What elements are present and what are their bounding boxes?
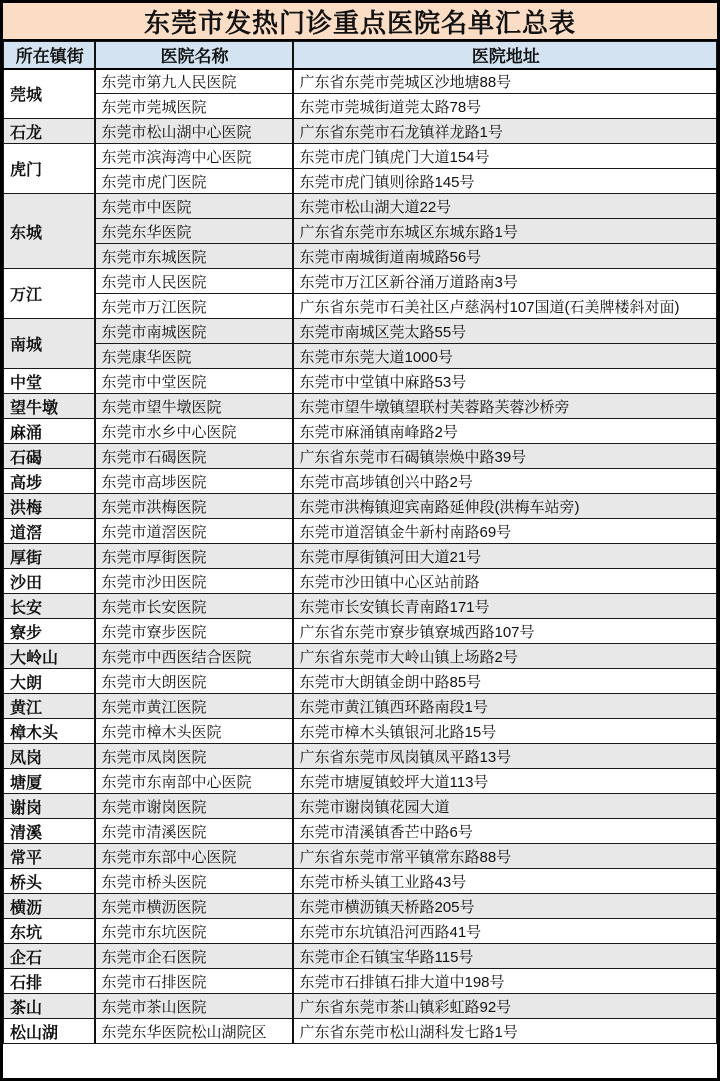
hospital-name-cell: 东莞市清溪医院 xyxy=(95,819,293,844)
hospital-name-cell: 东莞市高埗医院 xyxy=(95,469,293,494)
table-row xyxy=(4,469,717,494)
page-title: 东莞市发热门诊重点医院名单汇总表 xyxy=(3,3,717,41)
hospital-name-cell: 东莞市沙田医院 xyxy=(95,569,293,594)
town-cell: 樟木头 xyxy=(4,719,95,744)
table-row xyxy=(4,669,717,694)
hospital-address-cell: 广东省东莞市寮步镇寮城西路107号 xyxy=(293,619,717,644)
town-cell: 清溪 xyxy=(4,819,95,844)
town-cell: 横沥 xyxy=(4,894,95,919)
table-row xyxy=(4,619,717,644)
hospital-name-cell: 东莞市人民医院 xyxy=(95,269,293,294)
town-cell: 石龙 xyxy=(4,119,95,144)
hospital-address-cell: 广东省东莞市凤岗镇凤平路13号 xyxy=(293,744,717,769)
table-row xyxy=(4,344,717,369)
town-cell: 长安 xyxy=(4,594,95,619)
town-cell: 洪梅 xyxy=(4,494,95,519)
town-cell: 塘厦 xyxy=(4,769,95,794)
table-row xyxy=(4,594,717,619)
town-cell: 万江 xyxy=(4,269,95,319)
hospital-address-cell: 广东省东莞市莞城区沙地塘88号 xyxy=(293,69,717,94)
town-cell: 桥头 xyxy=(4,869,95,894)
table-row xyxy=(4,1019,717,1044)
town-cell: 莞城 xyxy=(4,69,95,119)
hospital-address-cell: 东莞市南城街道南城路56号 xyxy=(293,244,717,269)
town-cell: 凤岗 xyxy=(4,744,95,769)
hospital-address-cell: 东莞市横沥镇天桥路205号 xyxy=(293,894,717,919)
hospital-address-cell: 东莞市道滘镇金牛新村南路69号 xyxy=(293,519,717,544)
table-row xyxy=(4,794,717,819)
hospital-name-cell: 东莞市东坑医院 xyxy=(95,919,293,944)
table-row xyxy=(4,194,717,219)
town-cell: 常平 xyxy=(4,844,95,869)
hospital-address-cell: 东莞市长安镇长青南路171号 xyxy=(293,594,717,619)
table-row xyxy=(4,169,717,194)
table-row xyxy=(4,419,717,444)
town-cell: 东坑 xyxy=(4,919,95,944)
town-cell: 麻涌 xyxy=(4,419,95,444)
hospital-name-cell: 东莞市大朗医院 xyxy=(95,669,293,694)
town-cell: 石碣 xyxy=(4,444,95,469)
hospital-address-cell: 东莞市南城区莞太路55号 xyxy=(293,319,717,344)
town-cell: 企石 xyxy=(4,944,95,969)
table-row xyxy=(4,744,717,769)
hospital-name-cell: 东莞市万江医院 xyxy=(95,294,293,319)
hospital-name-cell: 东莞市中堂医院 xyxy=(95,369,293,394)
hospital-name-cell: 东莞东华医院 xyxy=(95,219,293,244)
town-cell: 大朗 xyxy=(4,669,95,694)
town-cell: 石排 xyxy=(4,969,95,994)
town-cell: 中堂 xyxy=(4,369,95,394)
hospital-address-cell: 东莞市虎门镇虎门大道154号 xyxy=(293,144,717,169)
hospital-name-cell: 东莞市厚街医院 xyxy=(95,544,293,569)
hospital-address-cell: 广东省东莞市东城区东城东路1号 xyxy=(293,219,717,244)
hospital-name-cell: 东莞市谢岗医院 xyxy=(95,794,293,819)
hospital-name-cell: 东莞市茶山医院 xyxy=(95,994,293,1019)
hospital-address-cell: 东莞市望牛墩镇望联村芙蓉路芙蓉沙桥旁 xyxy=(293,394,717,419)
hospital-address-cell: 东莞市万江区新谷涌万道路南3号 xyxy=(293,269,717,294)
town-cell: 大岭山 xyxy=(4,644,95,669)
table-row xyxy=(4,494,717,519)
table-row xyxy=(4,569,717,594)
table-row xyxy=(4,394,717,419)
hospital-name-cell: 东莞市东城医院 xyxy=(95,244,293,269)
table-row xyxy=(4,694,717,719)
hospital-name-cell: 东莞市横沥医院 xyxy=(95,894,293,919)
hospital-name-cell: 东莞市寮步医院 xyxy=(95,619,293,644)
column-header-hospital-name: 医院名称 xyxy=(95,42,293,69)
hospital-address-cell: 东莞市沙田镇中心区站前路 xyxy=(293,569,717,594)
hospital-name-cell: 东莞市水乡中心医院 xyxy=(95,419,293,444)
town-cell: 松山湖 xyxy=(4,1019,95,1044)
hospital-address-cell: 广东省东莞市茶山镇彩虹路92号 xyxy=(293,994,717,1019)
hospital-name-cell: 东莞东华医院松山湖院区 xyxy=(95,1019,293,1044)
hospital-name-cell: 东莞市洪梅医院 xyxy=(95,494,293,519)
hospital-name-cell: 东莞市中西医结合医院 xyxy=(95,644,293,669)
hospital-table xyxy=(3,41,717,1044)
town-cell: 厚街 xyxy=(4,544,95,569)
town-cell: 虎门 xyxy=(4,144,95,194)
table-row xyxy=(4,369,717,394)
hospital-address-cell: 东莞市莞城街道莞太路78号 xyxy=(293,94,717,119)
hospital-name-cell: 东莞市企石医院 xyxy=(95,944,293,969)
hospital-address-cell: 东莞市洪梅镇迎宾南路延伸段(洪梅车站旁) xyxy=(293,494,717,519)
hospital-address-cell: 东莞市企石镇宝华路115号 xyxy=(293,944,717,969)
table-row xyxy=(4,819,717,844)
table-header-row xyxy=(4,42,717,69)
hospital-name-cell: 东莞市东南部中心医院 xyxy=(95,769,293,794)
hospital-address-cell: 东莞市中堂镇中麻路53号 xyxy=(293,369,717,394)
hospital-address-cell: 广东省东莞市大岭山镇上场路2号 xyxy=(293,644,717,669)
table-row xyxy=(4,519,717,544)
hospital-name-cell: 东莞市松山湖中心医院 xyxy=(95,119,293,144)
column-header-hospital-address: 医院地址 xyxy=(293,42,717,69)
hospital-name-cell: 东莞市樟木头医院 xyxy=(95,719,293,744)
table-row xyxy=(4,894,717,919)
hospital-address-cell: 东莞市厚街镇河田大道21号 xyxy=(293,544,717,569)
town-cell: 高埗 xyxy=(4,469,95,494)
hospital-name-cell: 东莞市虎门医院 xyxy=(95,169,293,194)
hospital-address-cell: 东莞市清溪镇香芒中路6号 xyxy=(293,819,717,844)
hospital-address-cell: 广东省东莞市松山湖科发七路1号 xyxy=(293,1019,717,1044)
hospital-name-cell: 东莞市黄江医院 xyxy=(95,694,293,719)
table-row xyxy=(4,994,717,1019)
table-row xyxy=(4,969,717,994)
hospital-name-cell: 东莞市石碣医院 xyxy=(95,444,293,469)
table-row xyxy=(4,844,717,869)
table-row xyxy=(4,119,717,144)
table-row xyxy=(4,294,717,319)
hospital-name-cell: 东莞康华医院 xyxy=(95,344,293,369)
hospital-address-cell: 东莞市石排镇石排大道中198号 xyxy=(293,969,717,994)
hospital-address-cell: 东莞市高埗镇创兴中路2号 xyxy=(293,469,717,494)
table-row xyxy=(4,319,717,344)
hospital-address-cell: 东莞市东莞大道1000号 xyxy=(293,344,717,369)
table-body xyxy=(4,69,717,1044)
table-row xyxy=(4,144,717,169)
hospital-address-cell: 东莞市大朗镇金朗中路85号 xyxy=(293,669,717,694)
table-row xyxy=(4,944,717,969)
hospital-address-cell: 广东省东莞市常平镇常东路88号 xyxy=(293,844,717,869)
hospital-address-cell: 东莞市松山湖大道22号 xyxy=(293,194,717,219)
town-cell: 谢岗 xyxy=(4,794,95,819)
hospital-address-cell: 东莞市虎门镇则徐路145号 xyxy=(293,169,717,194)
hospital-name-cell: 东莞市桥头医院 xyxy=(95,869,293,894)
table-row xyxy=(4,94,717,119)
hospital-name-cell: 东莞市中医院 xyxy=(95,194,293,219)
table-row xyxy=(4,269,717,294)
hospital-name-cell: 东莞市凤岗医院 xyxy=(95,744,293,769)
town-cell: 东城 xyxy=(4,194,95,269)
hospital-name-cell: 东莞市滨海湾中心医院 xyxy=(95,144,293,169)
hospital-name-cell: 东莞市长安医院 xyxy=(95,594,293,619)
hospital-address-cell: 东莞市黄江镇西环路南段1号 xyxy=(293,694,717,719)
town-cell: 望牛墩 xyxy=(4,394,95,419)
hospital-address-cell: 东莞市塘厦镇蛟坪大道113号 xyxy=(293,769,717,794)
hospital-name-cell: 东莞市南城医院 xyxy=(95,319,293,344)
hospital-address-cell: 广东省东莞市石龙镇祥龙路1号 xyxy=(293,119,717,144)
town-cell: 寮步 xyxy=(4,619,95,644)
hospital-name-cell: 东莞市第九人民医院 xyxy=(95,69,293,94)
town-cell: 黄江 xyxy=(4,694,95,719)
hospital-address-cell: 东莞市桥头镇工业路43号 xyxy=(293,869,717,894)
town-cell: 茶山 xyxy=(4,994,95,1019)
table-row xyxy=(4,719,717,744)
hospital-address-cell: 广东省东莞市石碣镇崇焕中路39号 xyxy=(293,444,717,469)
table-row xyxy=(4,444,717,469)
hospital-name-cell: 东莞市石排医院 xyxy=(95,969,293,994)
column-header-town: 所在镇街 xyxy=(4,42,95,69)
table-row xyxy=(4,244,717,269)
hospital-address-cell: 东莞市麻涌镇南峰路2号 xyxy=(293,419,717,444)
table-row xyxy=(4,219,717,244)
hospital-address-cell: 东莞市樟木头镇银河北路15号 xyxy=(293,719,717,744)
table-row xyxy=(4,644,717,669)
hospital-name-cell: 东莞市东部中心医院 xyxy=(95,844,293,869)
hospital-name-cell: 东莞市莞城医院 xyxy=(95,94,293,119)
hospital-name-cell: 东莞市望牛墩医院 xyxy=(95,394,293,419)
hospital-address-cell: 东莞市谢岗镇花园大道 xyxy=(293,794,717,819)
hospital-name-cell: 东莞市道滘医院 xyxy=(95,519,293,544)
hospital-address-cell: 广东省东莞市石美社区卢慈涡村107国道(石美牌楼斜对面) xyxy=(293,294,717,319)
town-cell: 南城 xyxy=(4,319,95,369)
town-cell: 道滘 xyxy=(4,519,95,544)
table-row xyxy=(4,919,717,944)
hospital-address-cell: 东莞市东坑镇沿河西路41号 xyxy=(293,919,717,944)
town-cell: 沙田 xyxy=(4,569,95,594)
table-row xyxy=(4,544,717,569)
table-row xyxy=(4,869,717,894)
table-row xyxy=(4,769,717,794)
table-row xyxy=(4,69,717,94)
